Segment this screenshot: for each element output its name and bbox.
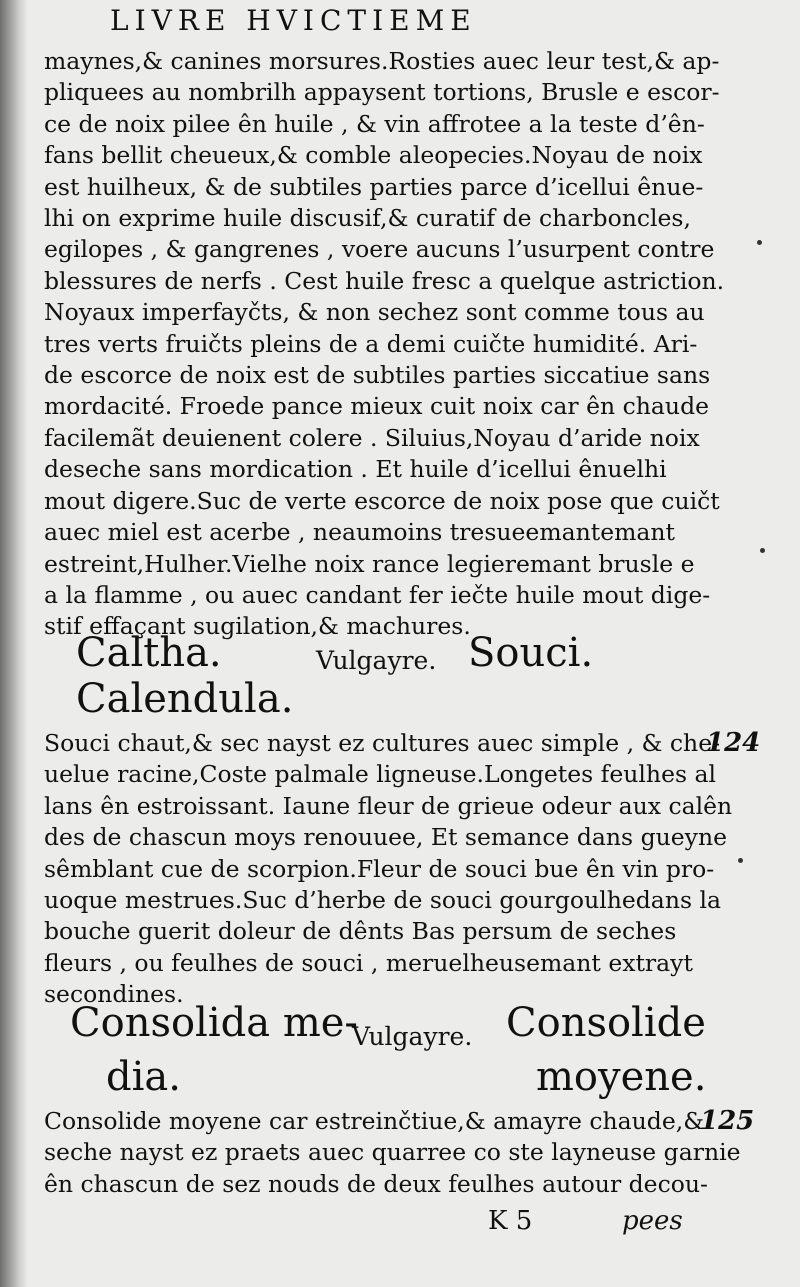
entry-heading-consolida-2 [44, 1054, 707, 1114]
text-line: ên chascun de sez nouds de deux feulhes autour decou- [44, 1169, 708, 1198]
catchword: pees [622, 1206, 683, 1236]
running-head: LIVRE HVICTIEME [110, 4, 477, 37]
french-name: Consolide [506, 1000, 706, 1046]
text-line: auec miel est acerbe , neaumoins tresueemantemant [44, 518, 675, 547]
text-line: a la flamme , ou auec candant fer iečte huile mout dige- [44, 580, 711, 609]
latin-name: Caltha. [76, 630, 222, 676]
text-line: deseche sans mordication . Et huile d’icellui ênuelhi [44, 455, 667, 484]
text-line: Consolide moyene car estreinčtiue,& amayre chaude,& [44, 1107, 705, 1135]
text-line: mout digere.Suc de verte escorce de noix pose que cuičt [44, 486, 720, 515]
text-block-walnut [44, 46, 725, 643]
text-line: sêmblant cue de scorpion.Fleur de souci bue ên vin pro- [44, 854, 715, 883]
text-line: Souci chaut,& sec nayst ez cultures auec simple , & che- [44, 729, 721, 757]
french-name: Souci. [468, 630, 594, 676]
text-line: seche nayst ez praets auec quarree co ste layneuse garnie [44, 1138, 741, 1167]
text-line: ce de noix pilee ên huile , & vin affrotee a la teste d’ên- [44, 109, 705, 138]
latin-name-2: dia. [106, 1054, 181, 1100]
text-line: de escorce de noix est de subtiles parties siccatiue sans [44, 361, 711, 390]
text-line: facilemãt deuienent colere . Siluius,Noyau d’aride noix [44, 423, 700, 452]
text-line: lhi on exprime huile discusif,& curatif de charboncles, [44, 204, 691, 233]
text-line: estreint,Hulher.Vielhe noix rance legieremant brusle e [44, 549, 695, 578]
entry-heading-caltha-2 [44, 676, 704, 736]
text-line: mordacité. Froede pance mieux cuit noix car ên chaude [44, 392, 710, 421]
text-line: uelue racine,Coste palmale ligneuse.Longetes feulhes al [44, 760, 717, 789]
ink-speck [757, 240, 762, 245]
text-line: fans bellit cheueux,& comble aleopecies.Noyau de noix [44, 141, 703, 170]
latin-name: Consolida me- [70, 1000, 358, 1046]
ink-speck [738, 858, 743, 863]
text-line: stif effaçant sugilation,& machures. [44, 612, 471, 641]
text-line: bouche guerit doleur de dênts Bas persum de seches [44, 917, 677, 946]
text-block-souci [44, 728, 733, 1011]
text-line: fleurs , ou feulhes de souci , meruelheusemant extrayt [44, 948, 693, 977]
text-line: blessures de nerfs . Cest huile fresc a quelque astriction. [44, 266, 725, 295]
vulgar-label: Vulgayre. [316, 646, 437, 675]
vulgar-label: Vulgayre. [352, 1022, 473, 1051]
signature-mark: K 5 [488, 1206, 533, 1236]
latin-name-2: Calendula. [76, 676, 294, 722]
text-line: tres verts fruičts pleins de a demi cuičte humidité. Ari- [44, 329, 698, 358]
ink-speck [760, 548, 765, 553]
text-line: maynes,& canines morsures.Rosties auec leur test,& ap- [44, 47, 720, 75]
text-line: pliquees au nombrilh appaysent tortions, Brusle e escor- [44, 78, 720, 107]
entry-heading-consolida [44, 1000, 704, 1060]
text-line: lans ên estroissant. Iaune fleur de grieue odeur aux calên [44, 791, 733, 820]
french-name-2: moyene. [536, 1054, 707, 1100]
text-line: uoque mestrues.Suc d’herbe de souci gourgoulhedans la [44, 886, 722, 915]
text-line: egilopes , & gangrenes , voere aucuns l’usurpent contre [44, 235, 715, 264]
margin-number: 124 [706, 728, 761, 758]
margin-number: 125 [700, 1106, 755, 1136]
text-line: secondines. [44, 980, 184, 1009]
gutter-shadow [0, 0, 28, 1287]
text-line: est huilheux, & de subtiles parties parce d’icellui ênue- [44, 172, 704, 201]
text-line: des de chascun moys renouuee, Et semance dans gueyne [44, 823, 727, 852]
text-line: Noyaux imperfayčts, & non sechez sont comme tous au [44, 298, 705, 327]
